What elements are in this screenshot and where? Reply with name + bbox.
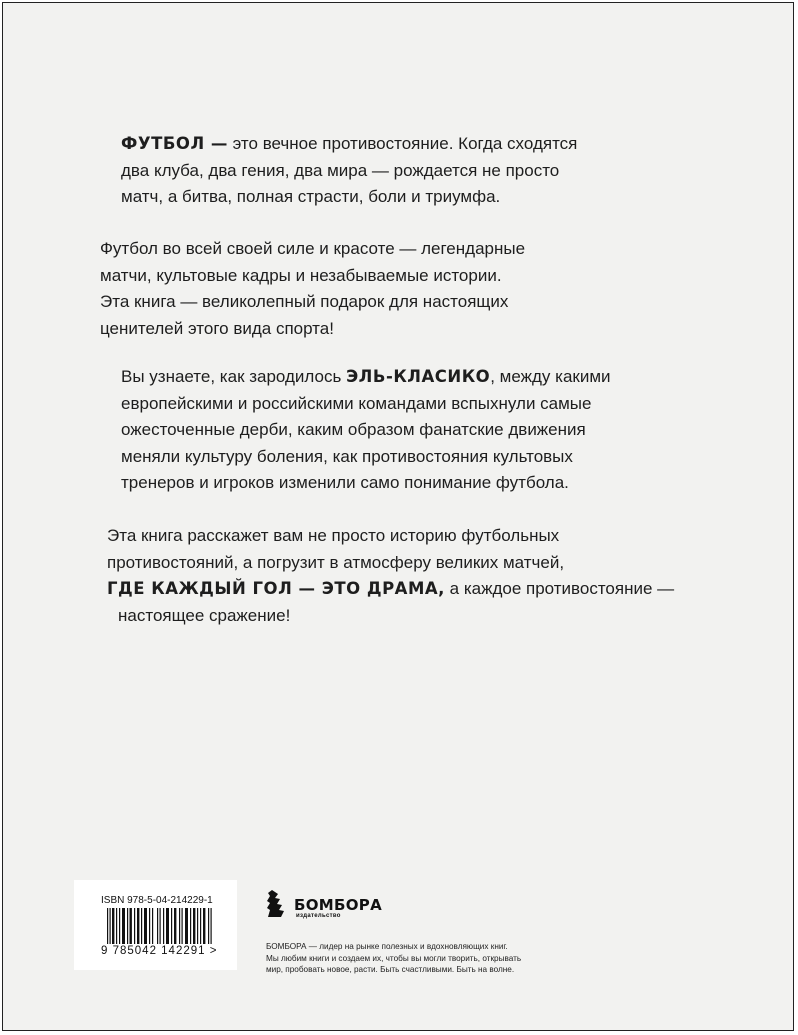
isbn-label: ISBN 978-5-04-214229-1 [101,895,213,906]
publisher-desc-line-3: мир, пробовать новое, расти. Быть счастливыми. Быть на волне. [266,965,515,974]
closing-line-2: противостояний, а погрузит в атмосферу великих матчей, [107,552,565,572]
gift-line-2: матчи, культовые кадры и незабываемые истории. [100,265,502,285]
isbn-barcode-box [74,880,237,970]
closing-paragraph [107,523,674,629]
publisher-subtitle: издательство [296,913,341,919]
content-paragraph [121,364,611,497]
publisher-description [266,941,521,976]
intro-line-1 [121,131,577,158]
intro-paragraph [121,131,577,211]
back-cover [2,2,794,1031]
content-line-1-start: Вы узнаете, как зародилось [121,367,347,386]
gift-paragraph [100,236,525,342]
content-line-1-end: , между какими [490,367,611,386]
content-line-5: тренеров и игроков изменили само понимание футбола. [121,473,569,492]
closing-line-3 [107,576,674,603]
closing-line-1: Эта книга расскажет вам не просто историю футбольных [107,526,560,545]
content-line-3: ожесточенные дерби, каким образом фанатские движения [121,420,586,439]
football-lead: ФУТБОЛ — [121,134,228,153]
gift-line-1: Футбол во всей своей силе и красоте — легендарные [100,239,526,258]
barcode-digits: 9 785042 142291 > [101,944,229,958]
intro-line-3: матч, а битва, полная страсти, боли и триумфа. [121,187,501,206]
intro-line-2: два клуба, два гения, два мира — рождается не просто [121,160,560,180]
el-clasico-highlight: ЭЛЬ-КЛАСИКО [346,367,491,386]
drama-highlight: ГДЕ КАЖДЫЙ ГОЛ — ЭТО ДРАМА, [107,579,445,598]
gift-line-3: Эта книга — великолепный подарок для настоящих [100,292,509,311]
publisher-name: БОМБОРА [294,896,382,914]
content-line-4: меняли культуру боления, как противостояния культовых [121,446,573,466]
bombora-logo-icon [266,890,288,918]
content-line-2: европейскими и российскими командами вспыхнули самые [121,393,592,413]
closing-line-4: настоящее сражение! [118,605,291,625]
publisher-desc-line-2: Мы любим книги и создаем их, чтобы вы могли творить, открывать [266,953,522,963]
intro-line-1-text: это вечное противостояние. Когда сходятся [227,134,578,153]
closing-line-3-text: а каждое противостояние — [444,579,675,598]
publisher-desc-line-1: БОМБОРА — лидер на рынке полезных и вдохновляющих книг. [266,942,508,951]
gift-line-4: ценителей этого вида спорта! [100,318,334,338]
content-line-1 [121,364,611,391]
